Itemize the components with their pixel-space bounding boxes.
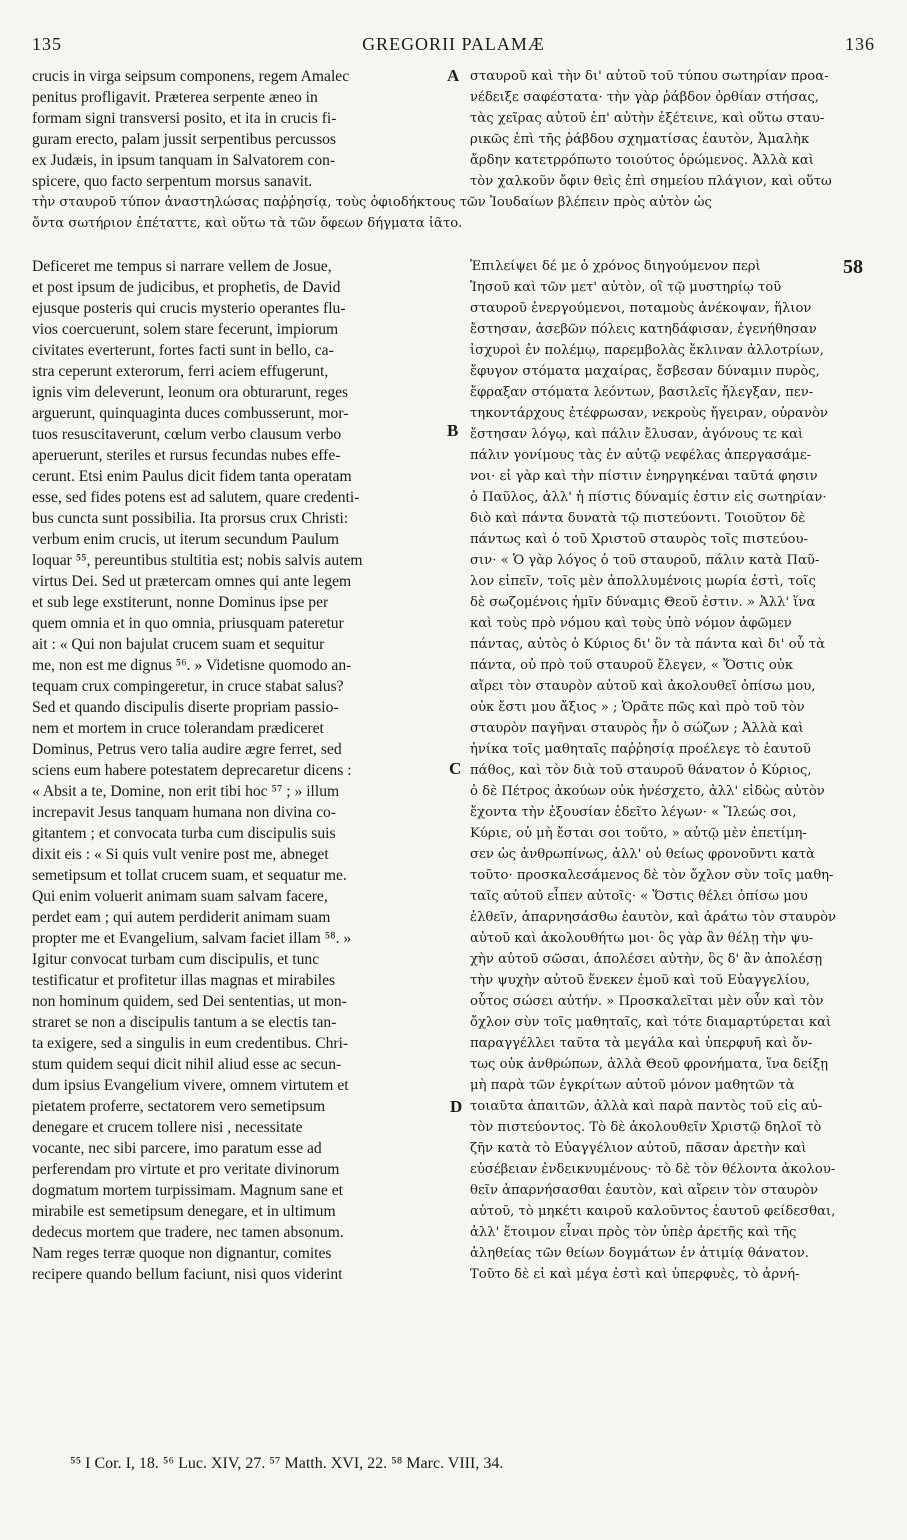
greek-line: τὰς χεῖρας αὐτοῦ ἐπ' αὐτὴν ἐξέτεινε, καὶ οὕτω σταυ- xyxy=(470,111,825,126)
latin-line: stum quidem sequi dicit nihil aliud esse ac secun- xyxy=(32,1056,342,1073)
greek-line: εὐσέβειαν ἐνδεικνυμένους· τὸ δὲ τὸν θέλοντα ἀκολου- xyxy=(470,1162,836,1177)
greek-line: ζῆν κατὰ τὸ Εὐαγγέλιον αὐτοῦ, πᾶσαν ἀρετὴν καὶ xyxy=(470,1141,807,1156)
greek-line: τὴν ψυχὴν αὐτοῦ ἕνεκεν ἐμοῦ καὶ τοῦ Εὐαγγελίου, xyxy=(470,973,811,988)
latin-line: sciens eum habere potestatem deprecaretur dicens : xyxy=(32,762,352,779)
greek-bridge-line: τὴν σταυροῦ τύπον ἀναστηλώσας παῤῥησίᾳ, τοὺς ὀφιοδήκτους τῶν Ἰουδαίων βλέπειν πρὸς αὐτὸν ὡς xyxy=(32,195,712,210)
greek-line: πάλιν γονίμους τὰς ἐν αὐτῷ νεφέλας ἀπεργασάμε- xyxy=(470,448,812,463)
latin-line: guram erecto, palam jussit serpentibus percussos xyxy=(32,131,337,148)
greek-line: πάθος, καὶ τὸν διὰ τοῦ σταυροῦ θάνατον ὁ Κύριος, xyxy=(470,763,812,778)
greek-line: ὁ δὲ Πέτρος ἀκούων οὐκ ἠνέσχετο, ἀλλ' εἰδὼς αὐτὸν xyxy=(470,784,825,799)
greek-line: Κύριε, οὐ μὴ ἔσται σοι τοῦτο, » αὐτῷ μὲν ἐπετίμη- xyxy=(470,826,807,841)
latin-line: pietatem proferre, sectatorem vero semetipsum xyxy=(32,1098,326,1115)
latin-line: ait : « Qui non bajulat crucem suam et sequitur xyxy=(32,636,325,653)
latin-line: dedecus mortem que tradere, nec tamen absonum. xyxy=(32,1224,344,1241)
greek-column-top xyxy=(470,66,875,192)
latin-line: et sub lege exstiterunt, nonne Dominus ipse per xyxy=(32,594,329,611)
margin-marker-b: B xyxy=(447,421,459,440)
greek-line: σταυροῦ καὶ τὴν δι' αὐτοῦ τοῦ τύπου σωτηρίαν προα- xyxy=(470,69,829,84)
latin-line: Igitur convocat turbam cum discipulis, et tunc xyxy=(32,951,320,968)
latin-line: semetipsum et tollat crucem suam, et sequatur me. xyxy=(32,867,347,884)
margin-marker-c: C xyxy=(449,759,462,778)
page-number-right: 136 xyxy=(845,34,875,54)
latin-line: Qui enim voluerit animam suam salvam facere, xyxy=(32,888,328,905)
latin-line: ex Judæis, in ipsum tanquam in Salvatorem con- xyxy=(32,152,336,169)
latin-line: recipere quando bellum faciunt, nisi quos viderint xyxy=(32,1266,343,1283)
latin-line: penitus profligavit. Præterea serpente æneo in xyxy=(32,89,318,106)
greek-line: ρικῶς ἐπὶ τῆς ῥάβδου σχηματίσας ἑαυτὸν, Ἀμαλὴκ xyxy=(470,132,810,147)
greek-line: σταυροῦ ἐνεργούμενοι, ποταμοὺς ἀνέκοψαν, ἥλιον xyxy=(470,301,812,316)
latin-line: cerunt. Etsi enim Paulus dicit fidem tanta operatam xyxy=(32,468,352,485)
greek-line: ἀλλ' ἕτοιμον εἶναι πρὸς τὸν ὑπὲρ ἀρετῆς καὶ τῆς xyxy=(470,1225,797,1240)
latin-line: vios coercuerunt, solem stare fecerunt, impiorum xyxy=(32,321,339,338)
running-header xyxy=(32,34,875,58)
greek-line: Ἐπιλείψει δέ με ὁ χρόνος διηγούμενον περὶ xyxy=(470,259,761,274)
latin-line: straret se non a discipulis tantum a se electis tan- xyxy=(32,1014,337,1031)
latin-line: formam signi transversi posito, et ita in crucis fi- xyxy=(32,110,337,127)
greek-line: ἄρδην κατετρρόπωτο τοιούτος ὁρώμενος. Ἀλλὰ καὶ xyxy=(470,153,814,168)
margin-marker-a: A xyxy=(447,66,460,85)
latin-line: dogmatum mortem turpissimam. Magnum sane et xyxy=(32,1182,343,1199)
page-number-left: 135 xyxy=(32,34,62,54)
greek-line: ἐλθεῖν, ἀπαρνησάσθω ἑαυτὸν, καὶ ἀράτω τὸν σταυρὸν xyxy=(470,910,837,925)
greek-line: ἔχοντα τὴν ἐξουσίαν ἐδεῖτο λέγων· « Ἵλεώς σοι, xyxy=(470,805,797,820)
greek-line: ἀληθείας τῶν θείων δογμάτων ἐν ἀτιμίᾳ θάνατον. xyxy=(470,1246,809,1261)
greek-line: τοιαῦτα ἀπαιτῶν, ἀλλὰ καὶ παρὰ παντὸς τοῦ εἰς αὐ- xyxy=(470,1099,823,1114)
greek-line: αἴρει τὸν σταυρὸν αὐτοῦ καὶ ἀκολουθεῖ ὀπίσω μου, xyxy=(470,679,816,694)
greek-line: ἔστησαν λόγῳ, καὶ πάλιν ἔλυσαν, ἀγόνους τε καὶ xyxy=(470,427,804,442)
latin-line: testificatur et profitetur illas magnas et mirabiles xyxy=(32,972,336,989)
latin-line: crucis in virga seipsum componens, regem Amalec xyxy=(32,68,350,85)
latin-line: increpavit Jesus tanquam humana non divina co- xyxy=(32,804,336,821)
greek-line: νοι· εἰ γὰρ καὶ τὴν πίστιν ἐνηργηκέναι ταῦτά φησιν xyxy=(470,469,818,484)
greek-line: παραγγέλλει ταῦτα τὰ μεγάλα καὶ ὑπερφυῆ καὶ ὄν- xyxy=(470,1036,813,1051)
greek-line: τοῦτο· προσκαλεσάμενος δὲ τὸν ὄχλον σὺν τοῖς μαθη- xyxy=(470,868,834,883)
latin-line: ignis vim deleverunt, leonum ora obturarunt, reges xyxy=(32,384,349,401)
latin-column xyxy=(32,256,442,1285)
latin-line: gitantem ; et convocata turba cum discipulis suis xyxy=(32,825,336,842)
latin-line: « Absit a te, Domine, non erit tibi hoc ⁵⁷ ; » illum xyxy=(32,783,340,800)
greek-line: μὴ παρὰ τῶν ἐγκρίτων αὐτοῦ μόνον μαθητῶν τὰ xyxy=(470,1078,795,1093)
latin-line: propter me et Evangelium, salvam faciet illam ⁵⁸. » xyxy=(32,930,352,947)
latin-line: Sed et quando discipulis diserte propriam passio- xyxy=(32,699,339,716)
latin-line: tuos resuscitaverunt, cœlum verbo clausum verbo xyxy=(32,426,342,443)
latin-line: bus cuncta sunt possibilia. Ita prorsus crux Christi: xyxy=(32,510,349,527)
greek-line: χὴν αὐτοῦ σῶσαι, ἀπολέσει αὐτὴν, ὃς δ' ἂν ἀπολέσῃ xyxy=(470,952,823,967)
greek-line: οὐκ ἔστι μου ἄξιος » ; Ὁρᾶτε πῶς καὶ πρὸ τοῦ τὸν xyxy=(470,700,805,715)
latin-line: Deficeret me tempus si narrare vellem de Josue, xyxy=(32,258,332,275)
greek-line: αὐτοῦ, τὸ μηκέτι καιροῦ καλοῦντος ἑαυτοῦ φείδεσθαι, xyxy=(470,1204,836,1219)
latin-line: dixit eis : « Si quis vult venire post me, abneget xyxy=(32,846,329,863)
latin-line: et post ipsum de judicibus, et prophetis, de David xyxy=(32,279,341,296)
greek-line: πάντως καὶ ὁ τοῦ Χριστοῦ σταυρὸς τοῖς πιστεύου- xyxy=(470,532,808,547)
greek-line: σταυρὸν παγῆναι σταυρὸς ἦν ὁ σώζων ; Ἀλλὰ καὶ xyxy=(470,721,804,736)
greek-line: δὲ σωζομένοις ἡμῖν δύναμις Θεοῦ ἐστιν. » Ἀλλ' ἵνα xyxy=(470,595,816,610)
greek-column xyxy=(470,256,875,1285)
latin-line: verbum enim crucis, ut iterum secundum Paulum xyxy=(32,531,340,548)
greek-line: οὗτος σώσει αὐτήν. » Προσκαλεῖται μὲν οὖν καὶ τὸν xyxy=(470,994,824,1009)
latin-line: quem omnia et in quo omnia, priusquam pateretur xyxy=(32,615,344,632)
latin-line: virtus Dei. Sed ut prætercam omnes qui ante legem xyxy=(32,573,352,590)
latin-line: denegare et crucem tollere nisi , necessitate xyxy=(32,1119,303,1136)
greek-line: ταῖς αὐτοῦ εἶπεν αὐτοῖς· « Ὅστις θέλει ὀπίσω μου xyxy=(470,889,808,904)
greek-line: ἡνίκα τοῖς μαθηταῖς παῤῥησίᾳ προέλεγε τὸ ἑαυτοῦ xyxy=(470,742,811,757)
greek-line: Ἰησοῦ καὶ τῶν μετ' αὐτὸν, οἳ τῷ μυστηρίῳ τοῦ xyxy=(470,280,782,295)
latin-line: spicere, quo facto serpentum morsus sanavit. xyxy=(32,173,313,190)
greek-bridge-line: ὄντα σωτήριον ἐπέταττε, καὶ οὕτω τὰ τῶν ὄφεων δήγματα ἰᾶτο. xyxy=(32,216,463,231)
latin-line: arguerunt, quinquaginta duces combusserunt, mor- xyxy=(32,405,349,422)
latin-line: civitates everterunt, fortes facti sunt in bello, ca- xyxy=(32,342,334,359)
margin-marker-d: D xyxy=(450,1097,463,1116)
greek-line: τηκοντάρχους ἐτέφρωσαν, νεκροὺς ἤγειραν, οὐρανὸν xyxy=(470,406,828,421)
greek-line: διὸ καὶ πάντα δυνατὰ τῷ πιστεύοντι. Τοιοῦτον δὲ xyxy=(470,511,806,526)
greek-line: λον εἰπεῖν, τοῖς μὲν ἀπολλυμένοις μωρία ἐστὶ, τοῖς xyxy=(470,574,816,589)
greek-line: σεν ὡς ἀνθρωπίνως, ἀλλ' οὐ θείως φρονοῦντι κατὰ xyxy=(470,847,815,862)
latin-line: vocante, nec sibi parcere, imo paratum esse ad xyxy=(32,1140,322,1157)
running-title: GREGORII PALAMÆ xyxy=(362,34,545,54)
greek-line: νέδειξε σαφέστατα· τὴν γὰρ ῥάβδον ὀρθίαν στήσας, xyxy=(470,90,819,105)
latin-line: ta exigere, sed a singulis in eum credentibus. Chri- xyxy=(32,1035,349,1052)
greek-line: τως οὐκ ἀνθρώπων, ἀλλὰ Θεοῦ φρονήματα, ἵνα δείξῃ xyxy=(470,1057,829,1072)
latin-line: non hominum quidem, sed Dei sententias, ut mon- xyxy=(32,993,347,1010)
latin-line: nem et mortem in cruce tolerandam prædiceret xyxy=(32,720,324,737)
latin-line: Nam reges terræ quoque non dignantur, comites xyxy=(32,1245,332,1262)
latin-line: tequam crux compingeretur, in cruce stabat salus? xyxy=(32,678,344,695)
latin-line: ejusque posteris qui crucis mysterio operantes flu- xyxy=(32,300,346,317)
greek-line: ἔστησαν, ἀσεβῶν πόλεις κατηδάφισαν, ἐγενήθησαν xyxy=(470,322,817,337)
greek-line: ἔφυγον στόματα μαχαίρας, ἔσβεσαν δύναμιν πυρὸς, xyxy=(470,364,820,379)
latin-line: aperuerunt, steriles et rursus fecundas nubes effe- xyxy=(32,447,341,464)
greek-line: σιν· « Ὁ γὰρ λόγος ὁ τοῦ σταυροῦ, πάλιν κατὰ Παῦ- xyxy=(470,553,820,568)
greek-bridge-text xyxy=(32,192,880,234)
section-number: 58 xyxy=(843,256,863,278)
latin-line: mirabile est semetipsum denegare, et in ultimum xyxy=(32,1203,336,1220)
greek-line: αὐτοῦ καὶ ἀκολουθήτω μοι· ὃς γὰρ ἂν θέλῃ τὴν ψυ- xyxy=(470,931,814,946)
greek-line: τὸν πιστεύοντος. Τὸ δὲ ἀκολουθεῖν Χριστῷ δηλοῖ τὸ xyxy=(470,1120,822,1135)
greek-line: πάντας, αὐτὸς ὁ Κύριος δι' ὃν τὰ πάντα καὶ δι' οὗ τὰ xyxy=(470,637,825,652)
latin-line: loquar ⁵⁵, pereuntibus stultitia est; nobis salvis autem xyxy=(32,552,363,569)
latin-line: perferendam pro virtute et pro veritate divinorum xyxy=(32,1161,340,1178)
greek-line: Τοῦτο δὲ εἰ καὶ μέγα ἐστὶ καὶ ὑπερφυὲς, τὸ ἀρνή- xyxy=(470,1267,800,1282)
latin-line: perdet eam ; qui autem perdiderit animam suam xyxy=(32,909,331,926)
greek-line: τὸν χαλκοῦν ὄφιν θεὶς ἐπὶ σημείου πλάγιον, καὶ οὕτω xyxy=(470,174,832,189)
footnotes: ⁵⁵ I Cor. I, 18. ⁵⁶ Luc. XIV, 27. ⁵⁷ Matth. XVI, 22. ⁵⁸ Marc. VIII, 34. xyxy=(70,1455,504,1472)
greek-line: θεῖν ἀπαρνήσασθαι ἑαυτὸν, καὶ αἴρειν τὸν σταυρὸν xyxy=(470,1183,818,1198)
greek-line: πάντα, οὐ πρὸ τοῦ σταυροῦ ἔλεγεν, « Ὅστις οὐκ xyxy=(470,658,794,673)
latin-line: Dominus, Petrus vero talia audire ægre ferret, sed xyxy=(32,741,342,758)
latin-line: stra ceperunt exterorum, ferri aciem effugerunt, xyxy=(32,363,329,380)
latin-line: esse, sed fides potens est ad salutem, quare credenti- xyxy=(32,489,360,506)
greek-line: ὁ Παῦλος, ἀλλ' ἡ πίστις δύναμίς ἐστιν εἰς σωτηρίαν· xyxy=(470,490,827,505)
latin-line: me, non est me dignus ⁵⁶. » Videtisne quomodo an- xyxy=(32,657,352,674)
latin-line: dum ipsius Evangelium vivere, omnem virtutem et xyxy=(32,1077,349,1094)
greek-line: καὶ τοὺς πρὸ νόμου καὶ τοὺς ὑπὸ νόμον ἀφῶμεν xyxy=(470,616,792,631)
greek-line: ἰσχυροὶ ἐν πολέμῳ, παρεμβολὰς ἔκλιναν ἀλλοτρίων, xyxy=(470,343,824,358)
latin-column-top xyxy=(32,66,436,192)
greek-line: ἔφραξαν στόματα λεόντων, βασιλεῖς ἤλεγξαν, πεν- xyxy=(470,385,814,400)
greek-line: ὄχλον σὺν τοῖς μαθηταῖς, καὶ τότε διαμαρτύρεται καὶ xyxy=(470,1015,832,1030)
